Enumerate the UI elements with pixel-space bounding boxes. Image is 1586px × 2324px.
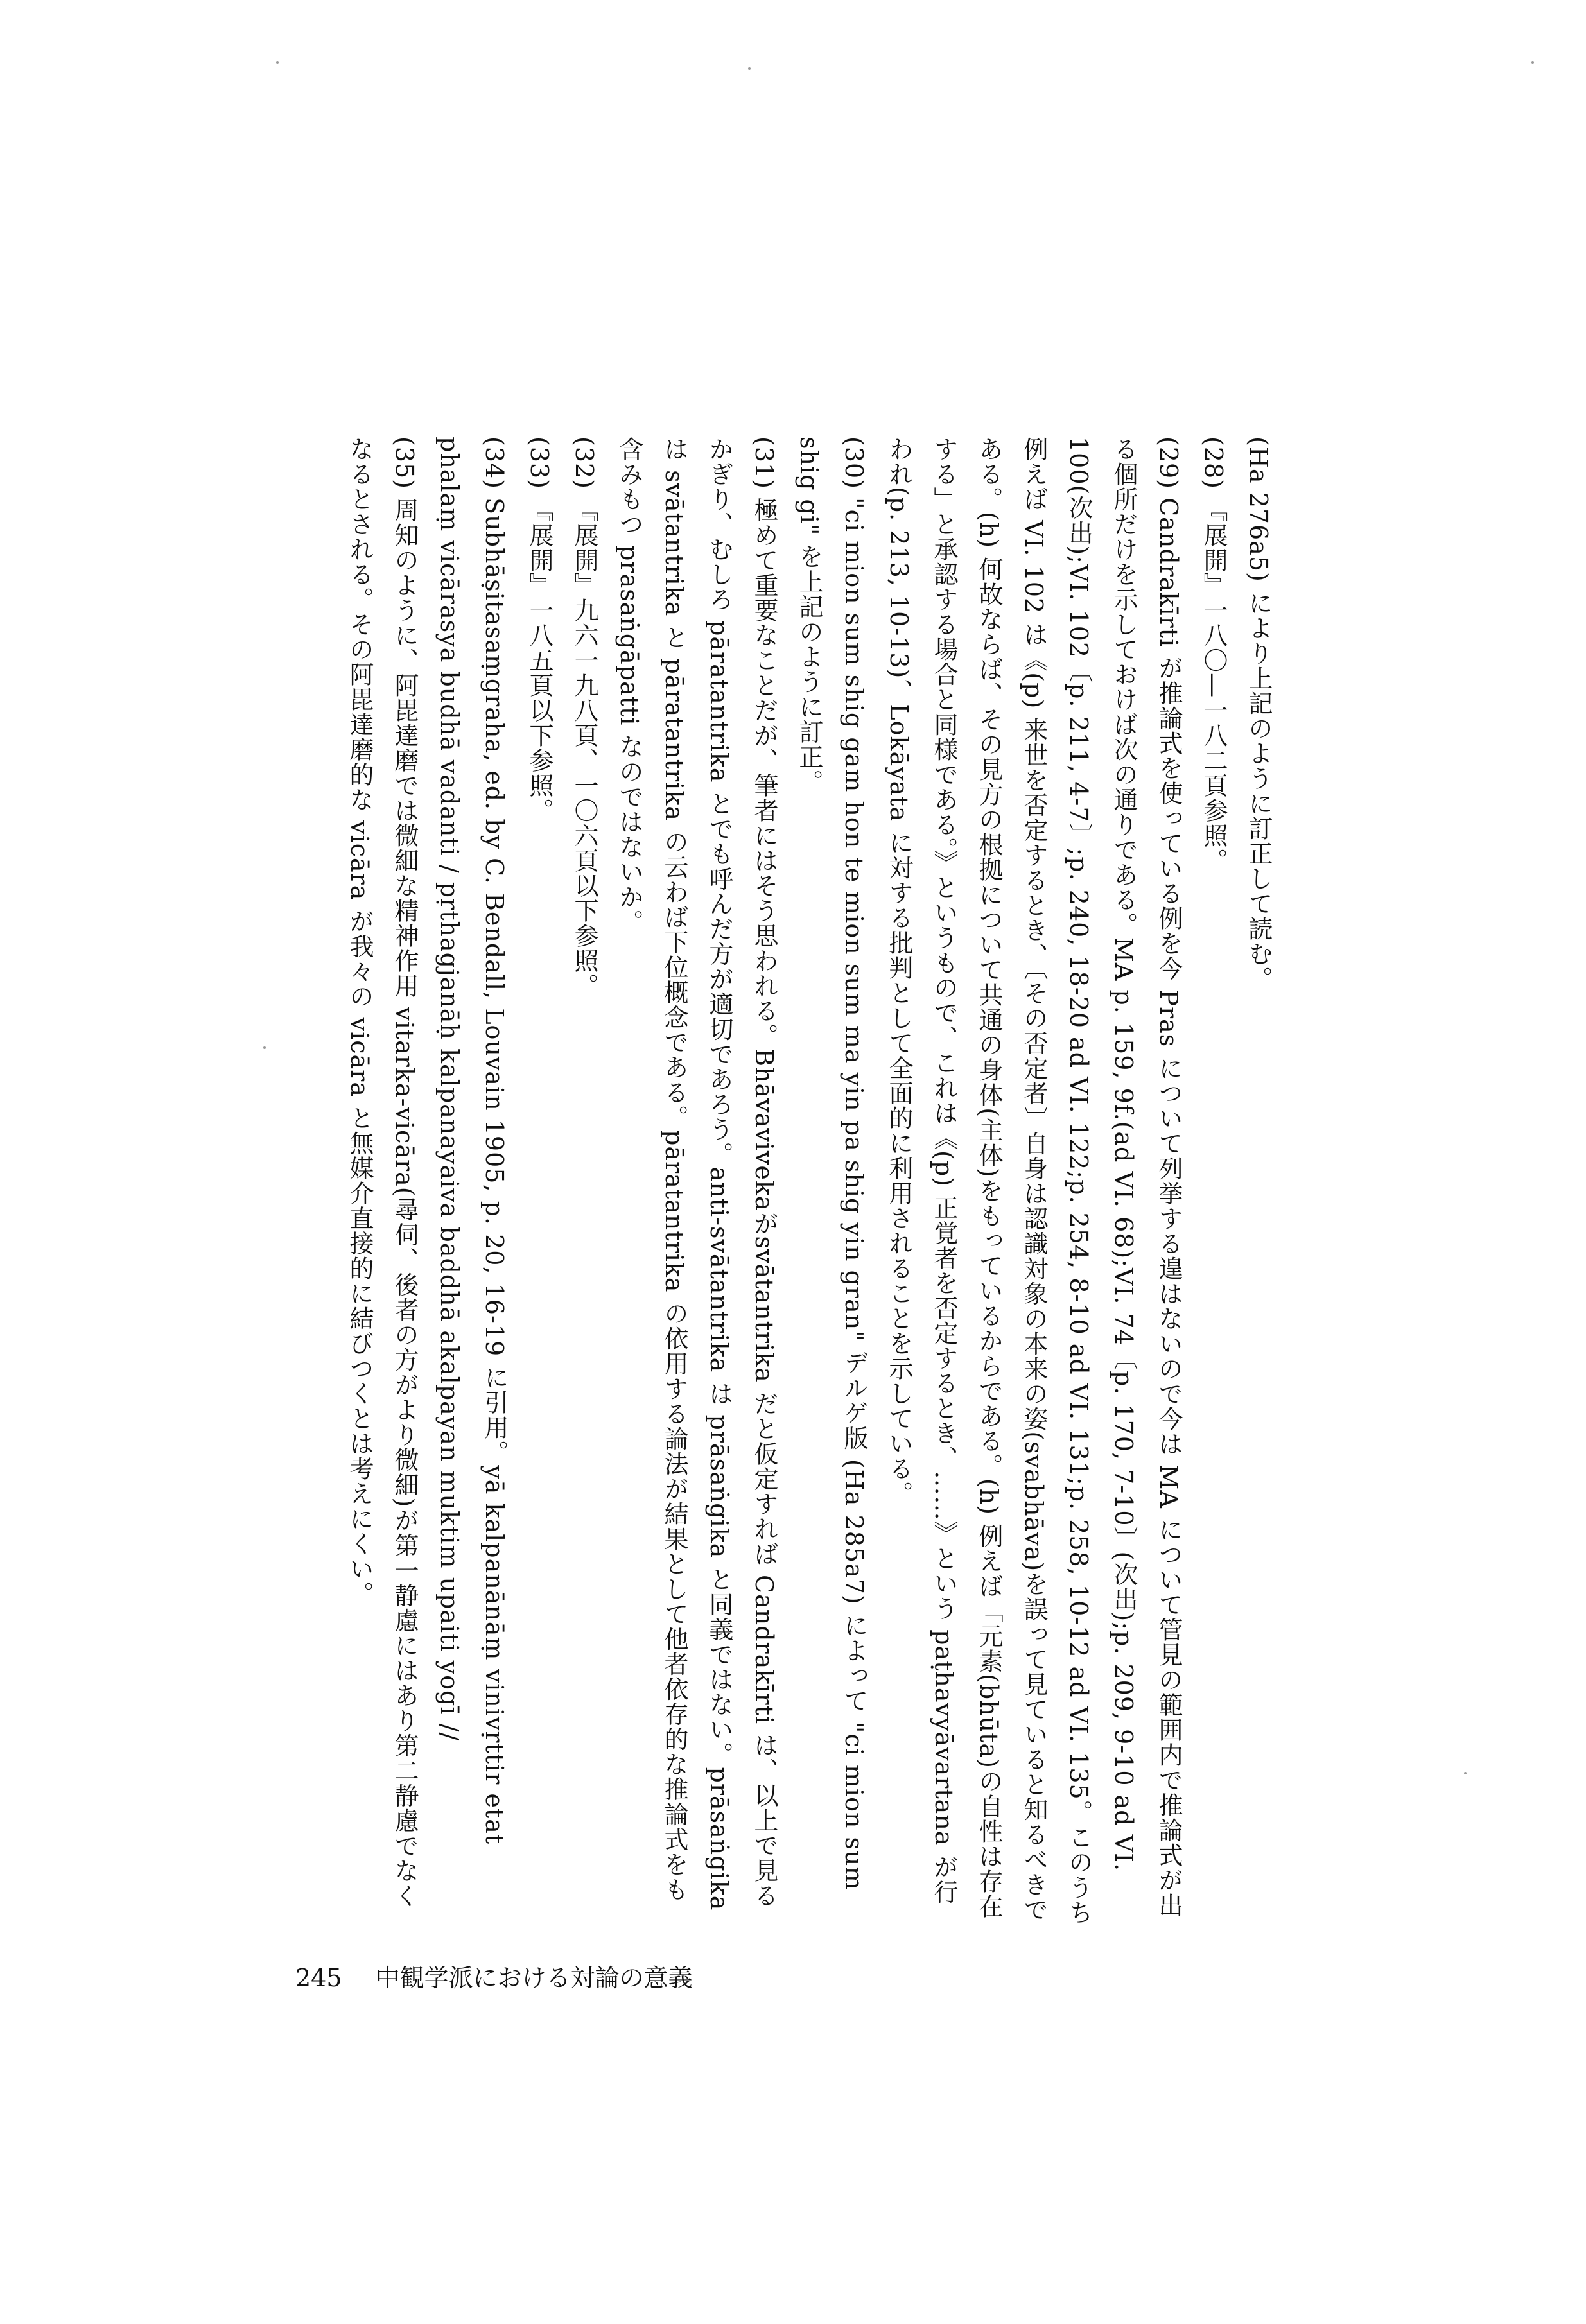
endnote-text: 周知のように、阿毘達磨では微細な精神作用 vitarka-vicāra(尋伺、後者の方がより微細)が第一静慮にはあり第二静慮でなくなるとされる。その阿毘達磨的な vicāra が我々の vicāra と無媒介直接的に結びつくとは考えにくい。 <box>345 437 419 1909</box>
scan-speck <box>276 61 279 64</box>
endnote-28 <box>1191 437 1236 1926</box>
endnote-number: (31) <box>750 437 778 490</box>
endnote-33 <box>517 437 562 1926</box>
endnote-32 <box>562 437 607 1926</box>
endnote-text: Candrakīrti が推論式を使っている例を今 Pras について列挙する遑はないので今は MA について管見の範囲内で推論式が出る個所だけを示しておけば次の通りである。MA p. 159, 9f.(ad VI. 68);VI. 74〔p. 170, 7-10〕(次出);p. 209, 9-10 ad VI. 100(次出);VI. 102〔p. 211, 4-7〕;p. 240, 18-20 ad VI. 122;p. 254, 8-10 ad VI. 131;p. 258, 10-12 ad VI. 135。このうち例えば VI. 102 は《(p) 来世を否定するとき、〔その否定者〕自身は認識対象の本来の姿(svabhāva)を誤って見ていると知るべきである。(h) 何故ならば、その見方の根拠について共通の身体(主体)をもっているからである。(h) 例えば「元素(bhūta)の自性は存在する」と承認する場合と同様である。》というもので、これは《(p) 正覚者を否定するとき、……》という paṭhavyāvartana が行われ(p. 213, 10-13)、Lokāyata に対する批判として全面的に利用されることを示している。 <box>885 437 1183 1925</box>
endnote-number: (34) <box>480 437 509 490</box>
endnote-text: 『展開』九六一九八頁、一〇六頁以下参照。 <box>570 498 598 999</box>
endnote-number: (28) <box>1199 437 1228 490</box>
endnote-number: (33) <box>525 437 553 490</box>
endnotes-block <box>292 437 1281 1926</box>
endnote-text: 極めて重要なことだが、筆者にはそう思われる。Bhāvavivekaがsvātantrika だと仮定すれば Candrakīrti は、以上で見るかぎり、むしろ pāratantrika とでも呼んだ方が適切であろう。anti-svātantrika は prāsaṅgika と同義ではない。prāsaṅgika は svātantrika と pāratantrika の云わば下位概念である。pāratantrika の依用する論法が結果として他者依存的な推論式をも含みもつ prasaṅgāpatti なのではないか。 <box>615 437 778 1911</box>
endnote-text: "ci mion sum shig gam hon te mion sum ma yin pa shig yin gran" デルゲ版 (Ha 285a7) によって "ci mion sum shig gi" を上記のように訂正。 <box>795 437 868 1891</box>
endnote-34 <box>427 437 517 1926</box>
scan-speck <box>748 67 751 70</box>
endnote-text: 『展開』一八五頁以下参照。 <box>525 498 553 824</box>
endnote-30 <box>787 437 876 1926</box>
endnote-text: 『展開』一八〇—一八二頁参照。 <box>1199 498 1228 874</box>
running-title: 中観学派における対論の意義 <box>375 1964 693 1992</box>
scan-speck <box>263 1046 266 1049</box>
page-number: 245 <box>295 1964 342 1992</box>
endnote-number: (30) <box>840 437 868 490</box>
endnote-continuation <box>1236 437 1281 1926</box>
endnote-number: (35) <box>390 437 419 490</box>
endnote-number: (32) <box>570 437 598 490</box>
scan-speck <box>1531 61 1534 64</box>
scan-speck <box>1464 1772 1467 1774</box>
endnote-number: (29) <box>1155 437 1183 490</box>
endnote-29 <box>876 437 1191 1926</box>
running-footer <box>295 1958 693 1993</box>
endnote-text: Subhāṣitasaṃgraha, ed. by C. Bendall, Louvain 1905, p. 20, 16-19 に引用。yā kalpanānāṃ vinivṛttir etat phalaṃ vicārasya budhā vadanti / pṛthagjanāḥ kalpanayaiva baddhā akalpayan muktim upaiti yogī // <box>435 437 509 1845</box>
endnote-31 <box>607 437 787 1926</box>
endnote-text: (Ha 276a5) により上記のように訂正して読む。 <box>1244 437 1273 991</box>
endnote-35 <box>337 437 427 1926</box>
